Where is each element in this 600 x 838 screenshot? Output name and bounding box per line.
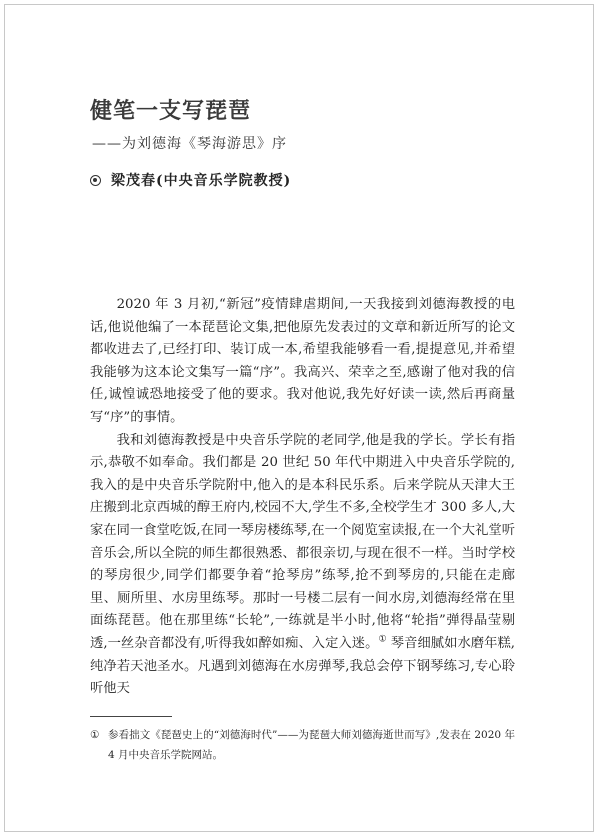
paragraph-2-text: 我和刘德海教授是中央音乐学院的老同学,他是我的学长。学长有指示,恭敬不如奉命。我们都是 20 世纪 50 年代中期进入中央音乐学院的,我入的是中央音乐学院附中,他入的是本科民乐系。后来学院从天津大王庄搬到北京西城的醇王府内,校园不大,学生不多,全校学生才 300 多人,大家在同一食堂吃饭,在同一琴房楼练琴,在一个阅览室读报,在一个大礼堂听音乐会,所以全院的师生都很熟悉、都很亲切,与现在很不一样。当时学校的琴房很少,同学们都要争着“抢琴房”练琴,抢不到琴房的,只能在走廊里、厕所里、水房里练琴。那时一号楼二层有一间水房,刘德海经常在里面练琵琶。他在那里练“长轮”,一练就是半小时,他将“轮指”弹得晶莹剔透,一丝杂音都没有,听得我如醉如痴、入定入迷。	[90, 432, 515, 651]
footnote-divider	[90, 716, 172, 717]
footnote-mark: ①	[90, 729, 100, 741]
author-name: 梁茂春(中央音乐学院教授)	[111, 173, 292, 189]
article-title: 健笔一支写琵琶	[90, 98, 252, 124]
article-subtitle: ——为刘德海《琴海游思》序	[92, 136, 287, 152]
paragraph-1: 2020 年 3 月初,“新冠”疫情肆虐期间,一天我接到刘德海教授的电话,他说他编了一本琵琶论文集,把他原先发表过的文章和新近所写的论文都收进去了,已经打印、装订成一本,希望我能够看一看,提提意见,并希望我能够为这本论文集写一篇“序”。我高兴、荣幸之至,感谢了他对我的信任,诚惶诚恐地接受了他的要求。我对他说,我先好好读一读,然后再商量写“序”的事情。	[90, 297, 515, 425]
article-body	[90, 294, 515, 701]
bullseye-icon	[90, 175, 101, 186]
footnote	[90, 725, 515, 765]
paragraph-2-continued: 琴音细腻如水磨年糕,纯净若天池圣水。凡遇到刘德海在水房弹琴,我总会停下钢琴练习,专心聆听他天	[90, 635, 515, 697]
paragraph-2	[90, 430, 515, 701]
footnote-text: 参看拙文《琵琶史上的“刘德海时代”——为琵琶大师刘德海逝世而写》,发表在 2020 年 4 月中央音乐学院网站。	[108, 729, 515, 761]
author-line	[90, 170, 291, 190]
footnote-ref[interactable]: ①	[378, 634, 387, 645]
